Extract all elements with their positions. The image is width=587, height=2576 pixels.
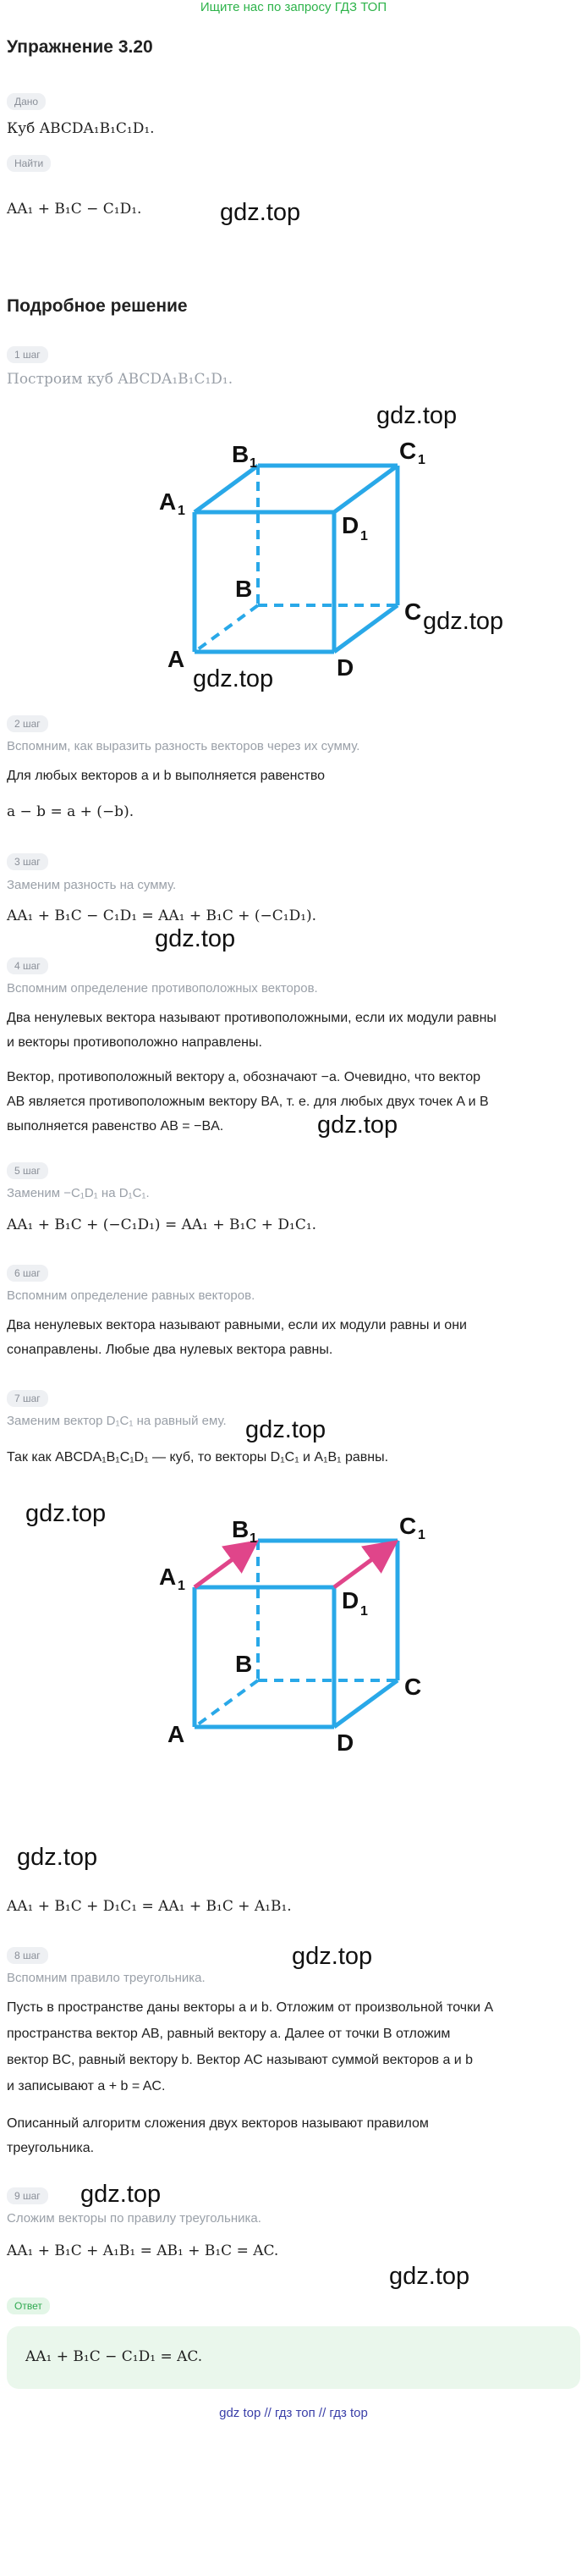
watermark: gdz.top [193, 665, 274, 692]
watermark: gdz.top [17, 1844, 98, 1871]
watermark: gdz.top [389, 2263, 470, 2290]
step-formula: AA₁ + B₁C + A₁B₁ = AB₁ + B₁C = AC. [7, 2242, 279, 2259]
vector-a1b1 [195, 1545, 252, 1587]
solution-title: Подробное решение [7, 296, 188, 316]
step-hint: Заменим вектор D₁C₁ на равный ему. [7, 1414, 227, 1428]
step-text: выполняется равенство AB = −BA. [7, 1119, 224, 1134]
step-hint: Вспомним определение равных векторов. [7, 1288, 255, 1303]
step-hint: Сложим векторы по правилу треугольника. [7, 2211, 261, 2226]
vertex-c: C [404, 598, 422, 625]
step-text: Для любых векторов a и b выполняется равенство [7, 769, 326, 783]
step-badge: 6 шаг [7, 1265, 48, 1282]
step-text: Два ненулевых вектора называют противоположными, если их модули равны [7, 1011, 496, 1025]
hidden-edges [195, 1541, 398, 1727]
vertex-a1: A [159, 1564, 177, 1590]
step-text: и векторы противоположно направлены. [7, 1035, 262, 1050]
vertex-d: D [337, 1729, 354, 1756]
watermark: gdz.top [25, 1500, 107, 1527]
given-text: Куб ABCDA₁B₁C₁D₁. [7, 120, 155, 137]
step-text: пространства вектор AB, равный вектору a. Далее от точки B отложим [7, 2027, 451, 2041]
step-formula: AA₁ + B₁C + (−C₁D₁) = AA₁ + B₁C + D₁C₁. [7, 1216, 317, 1233]
vertex-b1: B [232, 1516, 250, 1542]
answer-box [7, 2326, 580, 2389]
step-text: Описанный алгоритм сложения двух векторов называют правилом [7, 2116, 429, 2131]
bottom-links[interactable]: gdz top // гдз топ // гдз top [219, 2406, 368, 2420]
find-expression: AA₁ + B₁C − C₁D₁. [7, 201, 142, 218]
step-hint: Построим куб ABCDA₁B₁C₁D₁. [7, 371, 233, 388]
step-formula: a − b = a + (−b). [7, 803, 134, 820]
equal-vectors [195, 1545, 392, 1587]
step-hint: Заменим разность на сумму. [7, 878, 177, 892]
step-text: Вектор, противоположный вектору a, обозначают −a. Очевидно, что вектор [7, 1070, 480, 1084]
step-badge: 4 шаг [7, 957, 48, 974]
step-text: и записывают a + b = AC. [7, 2079, 166, 2093]
given-badge: Дано [7, 93, 46, 110]
vertex-a: A [167, 646, 185, 672]
cube-edges [195, 1541, 398, 1727]
watermark: gdz.top [80, 2181, 162, 2208]
vertex-d: D [337, 654, 354, 681]
exercise-title: Упражнение 3.20 [7, 37, 153, 57]
top-search-hint[interactable]: Ищите нас по запросу ГДЗ ТОП [200, 0, 387, 14]
vertex-a: A [167, 1721, 185, 1747]
watermark: gdz.top [155, 925, 236, 952]
step-text: сонаправлены. Любые два нулевых вектора равны. [7, 1343, 333, 1357]
vertex-c1: C [399, 438, 417, 464]
cube-edges [195, 466, 398, 652]
step-badge: 1 шаг [7, 346, 48, 363]
svg-text:1: 1 [178, 1579, 185, 1593]
watermark: gdz.top [220, 199, 301, 226]
cube-diagram-with-vectors [152, 1507, 423, 1761]
svg-text:1: 1 [250, 1531, 257, 1546]
watermark: gdz.top [292, 1943, 373, 1970]
step-hint: Вспомним, как выразить разность векторов через их сумму. [7, 739, 360, 753]
watermark: gdz.top [317, 1111, 398, 1139]
step-text: Два ненулевых вектора называют равными, если их модули равны и они [7, 1318, 467, 1332]
svg-text:1: 1 [360, 529, 368, 543]
svg-text:1: 1 [360, 1604, 368, 1619]
step-hint: Вспомним правило треугольника. [7, 1971, 206, 1985]
step-formula: AA₁ + B₁C − C₁D₁ = AA₁ + B₁C + (−C₁D₁). [7, 907, 317, 924]
watermark: gdz.top [376, 402, 458, 429]
svg-text:1: 1 [178, 504, 185, 518]
vertex-b: B [235, 1651, 253, 1677]
vertex-c: C [404, 1674, 422, 1700]
step-badge: 8 шаг [7, 1947, 48, 1964]
watermark: gdz.top [423, 608, 504, 635]
answer-formula: AA₁ + B₁C − C₁D₁ = AC. [25, 2348, 203, 2365]
vertex-d1: D [342, 1587, 359, 1613]
vertex-d1: D [342, 512, 359, 538]
step-text: Пусть в пространстве даны векторы a и b. Отложим от произвольной точки A [7, 2000, 494, 2015]
step-text: вектор BC, равный вектору b. Вектор AC называют суммой векторов a и b [7, 2053, 474, 2067]
step-text: Так как ABCDA₁B₁C₁D₁ — куб, то векторы D₁C₁ и A₁B₁ равны. [7, 1450, 389, 1465]
step-badge: 5 шаг [7, 1162, 48, 1179]
step-text: треугольника. [7, 2141, 95, 2155]
vertex-b1: B [232, 441, 250, 467]
step-badge: 2 шаг [7, 715, 48, 732]
step-formula: AA₁ + B₁C + D₁C₁ = AA₁ + B₁C + A₁B₁. [7, 1898, 292, 1915]
step-badge: 3 шаг [7, 853, 48, 870]
svg-text:1: 1 [250, 456, 257, 471]
watermark: gdz.top [245, 1416, 326, 1443]
step-badge: 7 шаг [7, 1390, 48, 1407]
vertex-c1: C [399, 1513, 417, 1539]
vertex-b: B [235, 576, 253, 602]
answer-badge: Ответ [7, 2297, 50, 2314]
svg-text:1: 1 [418, 1528, 425, 1542]
cube-diagram [152, 432, 423, 686]
vector-d1c1 [334, 1545, 392, 1587]
svg-text:1: 1 [418, 453, 425, 467]
find-badge: Найти [7, 155, 51, 172]
step-badge: 9 шаг [7, 2187, 48, 2204]
step-hint: Вспомним определение противоположных векторов. [7, 981, 318, 996]
hidden-edges [195, 466, 398, 652]
vertex-a1: A [159, 488, 177, 515]
step-hint: Заменим −C₁D₁ на D₁C₁. [7, 1186, 150, 1200]
step-text: AB является противоположным вектору BA, т. е. для любых двух точек A и B [7, 1095, 489, 1109]
